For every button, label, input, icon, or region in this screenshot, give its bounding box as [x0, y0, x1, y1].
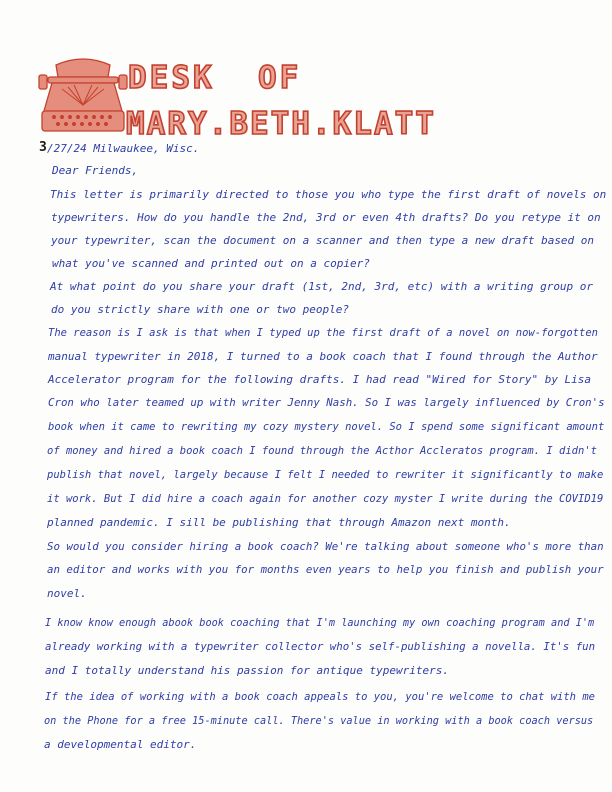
body-line: typewriters. How do you handle the 2nd, 3rd or even 4th drafts? Do you retype it on	[51, 211, 601, 224]
body-line: planned pandemic. I sill be publishing that through Amazon next month.	[47, 516, 511, 529]
body-line: what you've scanned and printed out on a copier?	[52, 257, 370, 270]
body-line: an editor and works with you for months even years to help you finish and publish your	[47, 563, 604, 576]
body-line: do you strictly share with one or two people?	[51, 303, 350, 316]
body-line: publish that novel, largely because I felt I needed to rewriter it significantly to make	[47, 469, 604, 481]
body-line: your typewriter, scan the document on a scanner and then type a new draft based on	[51, 234, 595, 247]
body-line: it work. But I did hire a coach again for another cozy myster I write during the COVID19	[47, 493, 604, 505]
body-line: manual typewriter in 2018, I turned to a book coach that I found through the Author	[48, 350, 598, 363]
body-line: of money and hired a book coach I found through the Acthor Accleratos program. I didn't	[47, 445, 597, 457]
date-mark: 3	[39, 140, 47, 155]
body-line: and I totally understand his passion for antique typewriters.	[45, 664, 449, 677]
body-line: I know know enough abook book coaching that I'm launching my own coaching program and I'm	[45, 617, 595, 629]
body-line: Cron who later teamed up with writer Jenny Nash. So I was largely influenced by Cron's	[48, 396, 605, 409]
letterhead-desk: DESK	[128, 60, 215, 96]
letterhead-of: OF	[258, 60, 302, 96]
body-line: on the Phone for a free 15-minute call. There's value in working with a book coach versus	[44, 715, 594, 727]
body-line: This letter is primarily directed to those you who type the first draft of novels on	[50, 188, 607, 201]
body-line: At what point do you share your draft (1st, 2nd, 3rd, etc) with a writing group or	[50, 280, 594, 293]
body-line: a developmental editor.	[44, 738, 197, 751]
typewriter-icon	[38, 55, 128, 137]
body-line: So would you consider hiring a book coach? We're talking about someone who's more than	[47, 540, 604, 553]
date-location-line: /27/24 Milwaukee, Wisc.	[47, 142, 200, 155]
body-line: The reason is I ask is that when I typed up the first draft of a novel on now-forgotten	[48, 327, 598, 339]
body-line: novel.	[47, 587, 87, 600]
salutation: Dear Friends,	[52, 164, 139, 177]
body-line: book when it came to rewriting my cozy mystery novel. So I spend some significant amount	[48, 421, 605, 433]
letterhead-name: MARY.BETH.KLATT	[126, 106, 436, 142]
body-line: already working with a typewriter collector who's self-publishing a novella. It's fun	[45, 640, 596, 653]
body-line: If the idea of working with a book coach appeals to you, you're welcome to chat with me	[45, 691, 595, 703]
body-line: Accelerator program for the following drafts. I had read "Wired for Story" by Lisa	[48, 373, 592, 386]
